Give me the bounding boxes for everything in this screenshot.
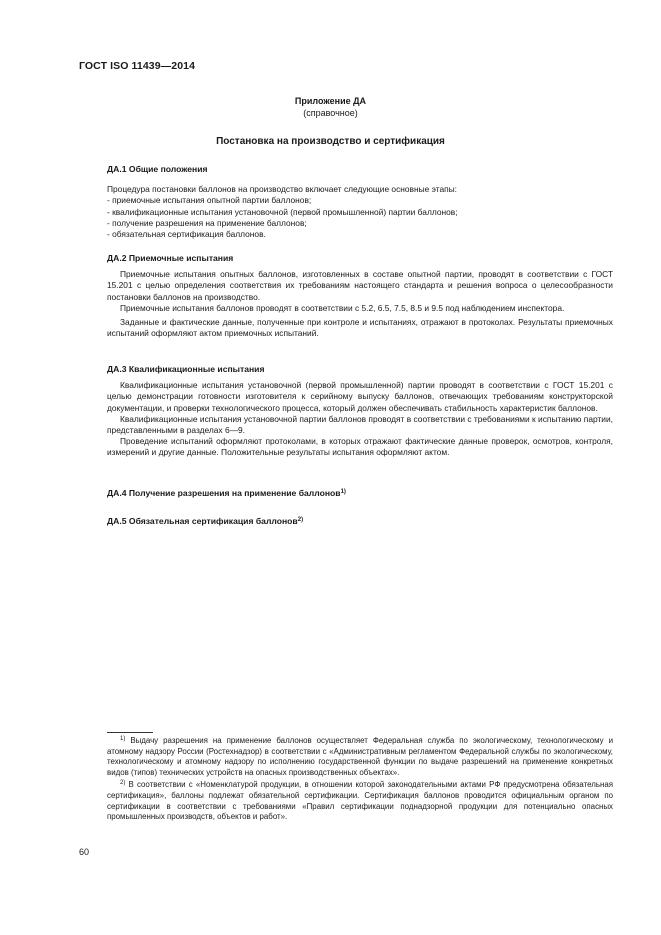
section-paragraph: Приемочные испытания баллонов проводят в соответствии с 5.2, 6.5, 7.5, 8.5 и 9.5 под наблюдением инспектора. <box>120 302 565 313</box>
footnote-divider <box>107 732 153 733</box>
document-code-header: ГОСТ ISO 11439—2014 <box>79 60 196 72</box>
section-heading: ДА.3 Квалификационные испытания <box>107 364 265 374</box>
section-paragraph: Заданные и фактические данные, полученные при контроле и испытаниях, отражают в протоколах. Результаты приемочных испытаний оформляют актом приемочных испытаний. <box>107 317 613 339</box>
annex-subtitle: (справочное) <box>303 108 358 118</box>
section-da5 <box>107 516 613 527</box>
list-item: - обязательная сертификация баллонов. <box>107 229 266 240</box>
footnote <box>107 736 613 778</box>
section-heading <box>107 516 613 527</box>
footnote-mark: 2) <box>120 780 126 787</box>
list-item: - получение разрешения на применение баллонов; <box>107 217 307 228</box>
annex-title: Приложение ДА <box>294 96 367 106</box>
footnotes <box>107 736 613 823</box>
footnote-text: В соответствии с «Номенклатурой продукции, в отношении которой законодательными актами РФ предусмотрена обязательная сертификация», баллоны подлежат обязательной сертификации. Сертификация баллонов проводится официальным органом по сертификации в соответствии с требованиями «Правил сертификации поднадзорной продукции для потенциально опасных промышленных производств, объектов и работ». <box>107 780 613 822</box>
section-da1 <box>107 164 613 240</box>
section-da4 <box>107 488 613 499</box>
page-number: 60 <box>79 847 90 857</box>
section-paragraph: Приемочные испытания опытных баллонов, изготовленных в составе опытной партии, проводят в соответствии с ГОСТ 15.201 с целью определения соответствия их требованиям настоящего стандарта и решения вопроса о целесообразности постановки баллонов на производство. <box>107 269 613 302</box>
footnote-ref: 2) <box>297 517 304 523</box>
section-heading <box>107 488 613 499</box>
section-heading-text: ДА.5 Обязательная сертификация баллонов <box>107 516 298 526</box>
section-paragraph: Проведение испытаний оформляют протоколами, в которых отражают фактические данные проверок, осмотров, контроля, измерений и другие данные. Положительные результаты испытания оформляют актом. <box>107 436 613 458</box>
section-paragraph: Квалификационные испытания установочной партии баллонов проводят в соответствии с требованиями к испытанию партии, представленными в разделах 6—9. <box>107 413 613 436</box>
section-heading: ДА.1 Общие положения <box>107 164 208 174</box>
section-da2 <box>107 253 613 339</box>
section-heading-text: ДА.4 Получение разрешения на применение баллонов <box>107 488 341 498</box>
footnote-text: Выдачу разрешения на применение баллонов осуществляет Федеральная служба по экологическому, технологическому и атомному надзору России (Ростехнадзор) в соответствии с «Административным регламентом Федеральной службы по экологическому, технологическому и атомному надзору по исполнению государственной функции по выдаче разрешений на применение конкретных видов (типов) технических устройств на опасных производственных объектах». <box>107 736 613 777</box>
footnote-mark: 1) <box>120 736 126 742</box>
footnote-ref: 1) <box>340 489 346 495</box>
section-da3 <box>107 364 613 459</box>
section-paragraph: Процедура постановки баллонов на производство включает следующие основные этапы: <box>107 184 458 195</box>
section-heading: ДА.2 Приемочные испытания <box>107 253 234 263</box>
footnote <box>107 780 613 822</box>
section-paragraph: Квалификационные испытания установочной (первой промышленной) партии проводят в соответствии с ГОСТ 15.201 с целью демонстрации готовности изготовителя к серийному выпуску баллонов, отвечающих требованиям конструкторской документации, и проверки технологического процесса, который должен обеспечивать стабильность характеристик баллонов. <box>107 380 613 413</box>
list-item: - приемочные испытания опытной партии баллонов; <box>107 195 312 206</box>
list-item: - квалификационные испытания установочной (первой промышленной) партии баллонов; <box>107 206 458 217</box>
annex-main-title: Постановка на производство и сертификация <box>216 136 445 147</box>
